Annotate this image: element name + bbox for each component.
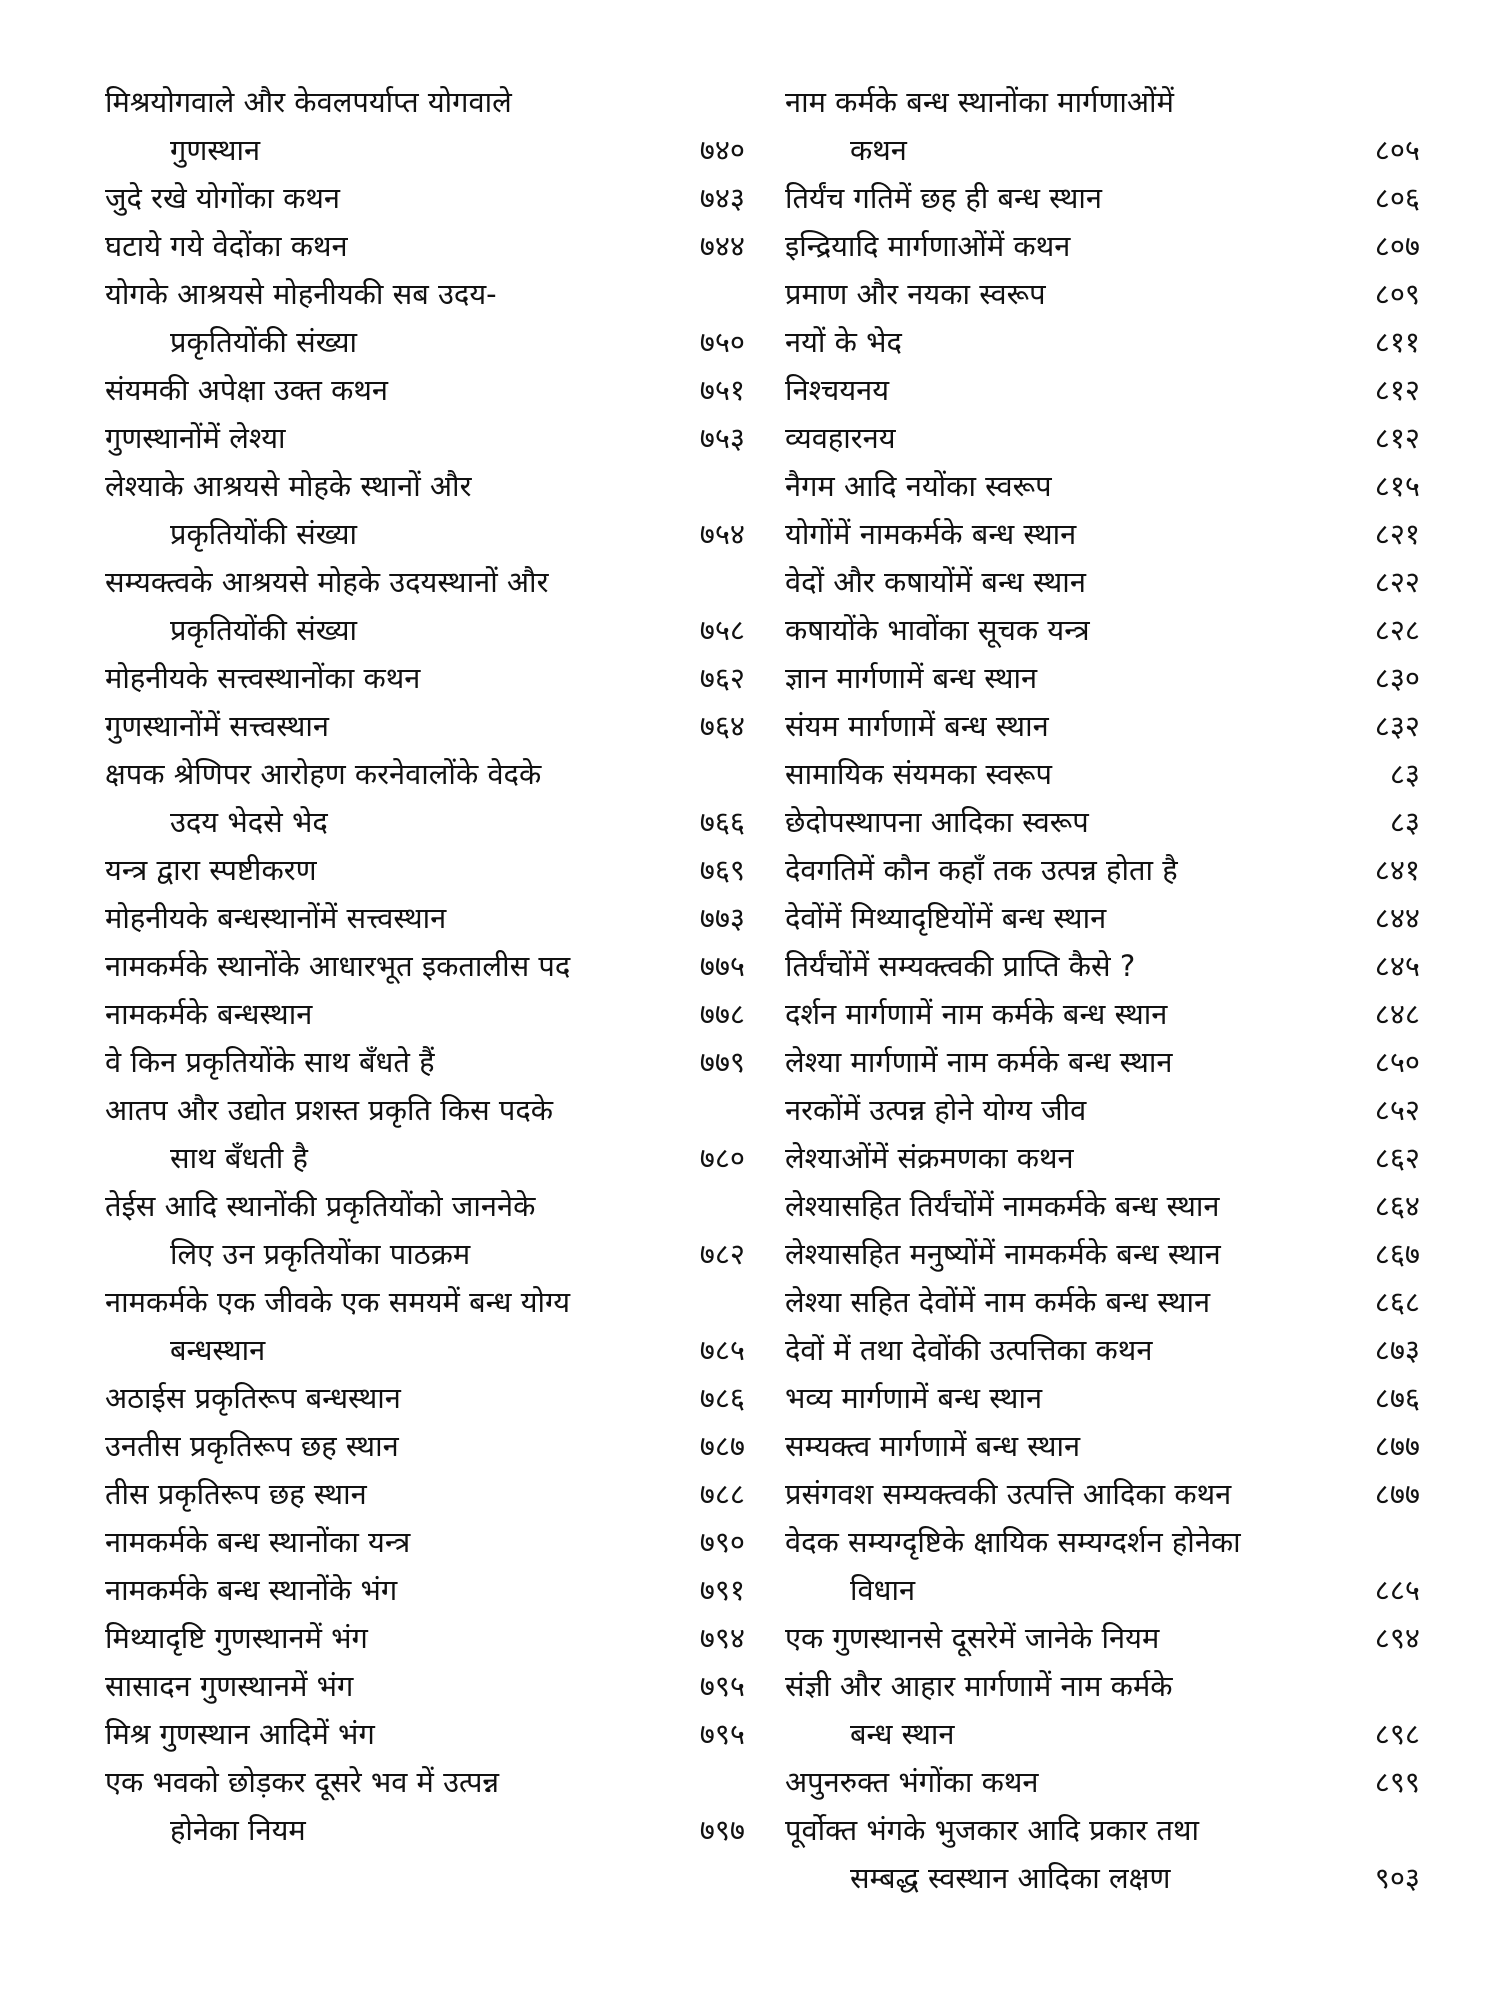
entry-title-continuation: गुणस्थान xyxy=(170,133,261,167)
entry-page-number: ८६७ xyxy=(1374,1237,1420,1271)
entry-page-number: ८०७ xyxy=(1374,229,1420,263)
contents-entry xyxy=(105,750,745,846)
contents-entry xyxy=(105,1614,745,1662)
contents-entry xyxy=(105,942,745,990)
contents-entry xyxy=(785,462,1420,510)
entry-page-number: ७४३ xyxy=(699,181,745,215)
entry-title xyxy=(105,1710,675,1758)
entry-title xyxy=(105,942,675,990)
entry-title xyxy=(785,750,1350,798)
contents-entry xyxy=(785,222,1420,270)
entry-title-line: छेदोपस्थापना आदिका स्वरूप xyxy=(785,805,1089,839)
contents-entry xyxy=(785,606,1420,654)
entry-page-number: ७५४ xyxy=(699,517,745,551)
entry-title xyxy=(785,1086,1350,1134)
entry-page-number: ८१५ xyxy=(1374,469,1420,503)
entry-page-number: ८४४ xyxy=(1374,901,1420,935)
entry-title-line: नैगम आदि नयोंका स्वरूप xyxy=(785,469,1052,503)
entry-page-number: ७५१ xyxy=(699,373,745,407)
entry-title xyxy=(785,318,1350,366)
entry-title-line: लेश्यासहित तिर्यंचोंमें नामकर्मके बन्ध स्थान xyxy=(785,1189,1220,1223)
contents-entry xyxy=(785,1422,1420,1470)
entry-title-line: लेश्यासहित मनुष्योंमें नामकर्मके बन्ध स्थान xyxy=(785,1237,1221,1271)
entry-title xyxy=(785,78,1350,174)
entry-title xyxy=(785,1278,1350,1326)
entry-title-line: प्रमाण और नयका स्वरूप xyxy=(785,277,1046,311)
entry-page-number: ८२८ xyxy=(1374,613,1420,647)
entry-page-number: ७९४ xyxy=(699,1621,745,1655)
entry-title xyxy=(785,1374,1350,1422)
entry-title-line: आतप और उद्योत प्रशस्त प्रकृति किस पदके xyxy=(105,1093,554,1127)
entry-page-number: ८११ xyxy=(1374,325,1420,359)
entry-title-continuation: प्रकृतियोंकी संख्या xyxy=(170,517,358,551)
entry-title xyxy=(105,1662,675,1710)
entry-title xyxy=(785,510,1350,558)
contents-entry xyxy=(105,1374,745,1422)
contents-entry xyxy=(785,1038,1420,1086)
entry-page-number: ८९८ xyxy=(1374,1717,1420,1751)
entry-page-number: ७९१ xyxy=(699,1573,745,1607)
entry-title-continuation: प्रकृतियोंकी संख्या xyxy=(170,325,358,359)
contents-entry xyxy=(785,1614,1420,1662)
contents-entry xyxy=(785,414,1420,462)
entry-title-continuation: सम्बद्ध स्वस्थान आदिका लक्षण xyxy=(850,1861,1171,1895)
contents-entry xyxy=(105,846,745,894)
contents-entry xyxy=(785,1806,1420,1902)
entry-title-line: नामकर्मके बन्धस्थान xyxy=(105,997,313,1031)
contents-column-right xyxy=(785,78,1420,1902)
contents-entry xyxy=(105,1182,745,1278)
entry-page-number: ७८७ xyxy=(699,1429,745,1463)
contents-entry xyxy=(785,1662,1420,1758)
entry-title-line: उनतीस प्रकृतिरूप छह स्थान xyxy=(105,1429,399,1463)
contents-entry xyxy=(785,78,1420,174)
entry-title xyxy=(105,990,675,1038)
entry-title-line: गुणस्थानोंमें लेश्या xyxy=(105,421,286,455)
contents-entry xyxy=(105,558,745,654)
entry-title-line: लेश्या मार्गणामें नाम कर्मके बन्ध स्थान xyxy=(785,1045,1173,1079)
contents-entry xyxy=(785,942,1420,990)
entry-title-continuation: उदय भेदसे भेद xyxy=(170,805,328,839)
entry-page-number: ८३० xyxy=(1374,661,1420,695)
entry-title xyxy=(785,846,1350,894)
entry-title-line: देवगतिमें कौन कहाँ तक उत्पन्न होता है xyxy=(785,853,1178,887)
contents-entry xyxy=(105,702,745,750)
contents-entry xyxy=(785,1230,1420,1278)
entry-title xyxy=(105,1566,675,1614)
entry-page-number: ७६६ xyxy=(699,805,745,839)
entry-title-line: लेश्या सहित देवोंमें नाम कर्मके बन्ध स्थान xyxy=(785,1285,1211,1319)
entry-page-number: ७४० xyxy=(699,133,745,167)
entry-title-line: वे किन प्रकृतियोंके साथ बँधते हैं xyxy=(105,1045,435,1079)
entry-page-number: ८७७ xyxy=(1374,1477,1420,1511)
entry-title xyxy=(785,1518,1350,1614)
contents-entry xyxy=(785,846,1420,894)
entry-title-line: क्षपक श्रेणिपर आरोहण करनेवालोंके वेदके xyxy=(105,757,542,791)
entry-page-number: ७८५ xyxy=(699,1333,745,1367)
entry-page-number: ८१२ xyxy=(1374,421,1420,455)
contents-entry xyxy=(785,174,1420,222)
entry-title xyxy=(785,798,1350,846)
entry-page-number: ८४१ xyxy=(1374,853,1420,887)
entry-title xyxy=(785,1038,1350,1086)
contents-entry xyxy=(105,654,745,702)
entry-title-line: वेदक सम्यग्दृष्टिके क्षायिक सम्यग्दर्शन होनेका xyxy=(785,1525,1241,1559)
entry-page-number: ८५२ xyxy=(1374,1093,1420,1127)
entry-title-line: लेश्याओंमें संक्रमणका कथन xyxy=(785,1141,1074,1175)
entry-page-number: ८६२ xyxy=(1374,1141,1420,1175)
entry-page-number: ८०५ xyxy=(1374,133,1420,167)
entry-page-number: ७८६ xyxy=(699,1381,745,1415)
entry-title xyxy=(105,1518,675,1566)
entry-title xyxy=(785,414,1350,462)
entry-title xyxy=(785,1614,1350,1662)
entry-title xyxy=(105,654,675,702)
contents-entry xyxy=(105,1758,745,1854)
entry-title-line: कषायोंके भावोंका सूचक यन्त्र xyxy=(785,613,1090,647)
entry-title-line: घटाये गये वेदोंका कथन xyxy=(105,229,348,263)
entry-title xyxy=(785,1422,1350,1470)
contents-entry xyxy=(105,1566,745,1614)
entry-page-number: ७६९ xyxy=(699,853,745,887)
entry-title xyxy=(785,270,1350,318)
contents-entry xyxy=(105,1710,745,1758)
contents-entry xyxy=(105,174,745,222)
entry-title xyxy=(785,558,1350,606)
entry-title xyxy=(105,366,675,414)
entry-page-number: ७६२ xyxy=(699,661,745,695)
contents-entry xyxy=(785,1470,1420,1518)
entry-title xyxy=(105,1182,675,1278)
entry-title-line: सामायिक संयमका स्वरूप xyxy=(785,757,1052,791)
entry-title-line: मोहनीयके बन्धस्थानोंमें सत्त्वस्थान xyxy=(105,901,447,935)
contents-entry xyxy=(785,366,1420,414)
entry-page-number: ८३ xyxy=(1389,805,1420,839)
contents-entry xyxy=(105,222,745,270)
entry-page-number: ८९४ xyxy=(1374,1621,1420,1655)
contents-entry xyxy=(785,798,1420,846)
entry-title-line: मिश्र गुणस्थान आदिमें भंग xyxy=(105,1717,375,1751)
entry-page-number: ८६८ xyxy=(1374,1285,1420,1319)
entry-page-number: ८१२ xyxy=(1374,373,1420,407)
entry-page-number: ८७६ xyxy=(1374,1381,1420,1415)
entry-title xyxy=(105,846,675,894)
entry-title-continuation: होनेका नियम xyxy=(170,1813,306,1847)
entry-title xyxy=(105,222,675,270)
entry-title-continuation: लिए उन प्रकृतियोंका पाठक्रम xyxy=(170,1237,471,1271)
entry-title xyxy=(105,1614,675,1662)
entry-title-line: अपुनरुक्त भंगोंका कथन xyxy=(785,1765,1039,1799)
contents-entry xyxy=(105,1278,745,1374)
entry-page-number: ८४८ xyxy=(1374,997,1420,1031)
entry-page-number: ७७९ xyxy=(699,1045,745,1079)
entry-page-number: ७८० xyxy=(699,1141,745,1175)
entry-page-number: ७९७ xyxy=(699,1813,745,1847)
contents-entry xyxy=(785,894,1420,942)
entry-page-number: ८२१ xyxy=(1374,517,1420,551)
entry-title-line: नयों के भेद xyxy=(785,325,902,359)
entry-title xyxy=(105,894,675,942)
entry-title xyxy=(785,1806,1350,1902)
entry-page-number: ७४४ xyxy=(699,229,745,263)
entry-title-line: निश्चयनय xyxy=(785,373,890,407)
entry-title-continuation: साथ बँधती है xyxy=(170,1141,308,1175)
contents-entry xyxy=(785,1758,1420,1806)
entry-title xyxy=(105,78,675,174)
contents-entry xyxy=(105,462,745,558)
entry-title-line: मोहनीयके सत्त्वस्थानोंका कथन xyxy=(105,661,421,695)
entry-title xyxy=(105,462,675,558)
contents-entry xyxy=(785,1374,1420,1422)
entry-title xyxy=(785,222,1350,270)
entry-page-number: ७९५ xyxy=(699,1717,745,1751)
entry-page-number: ७७५ xyxy=(699,949,745,983)
entry-title-line: नामकर्मके बन्ध स्थानोंका यन्त्र xyxy=(105,1525,411,1559)
entry-page-number: ८३२ xyxy=(1374,709,1420,743)
contents-entry xyxy=(785,654,1420,702)
entry-title-line: देवों में तथा देवोंकी उत्पत्तिका कथन xyxy=(785,1333,1153,1367)
entry-title-line: नरकोंमें उत्पन्न होने योग्य जीव xyxy=(785,1093,1087,1127)
entry-page-number: ७५३ xyxy=(699,421,745,455)
entry-title xyxy=(785,462,1350,510)
entry-title-line: इन्द्रियादि मार्गणाओंमें कथन xyxy=(785,229,1071,263)
entry-title-line: पूर्वोक्त भंगके भुजकार आदि प्रकार तथा xyxy=(785,1813,1200,1847)
entry-title xyxy=(105,1758,675,1854)
entry-title xyxy=(105,270,675,366)
entry-title xyxy=(785,702,1350,750)
entry-title-line: मिश्रयोगवाले और केवलपर्याप्त योगवाले xyxy=(105,85,512,119)
entry-page-number: ८४५ xyxy=(1374,949,1420,983)
entry-title xyxy=(105,1422,675,1470)
entry-title-line: लेश्याके आश्रयसे मोहके स्थानों और xyxy=(105,469,472,503)
contents-entry xyxy=(785,1134,1420,1182)
entry-title xyxy=(785,1230,1350,1278)
contents-entry xyxy=(785,1278,1420,1326)
entry-title xyxy=(105,1038,675,1086)
contents-entry xyxy=(785,1518,1420,1614)
contents-entry xyxy=(785,750,1420,798)
entry-title-line: संज्ञी और आहार मार्गणामें नाम कर्मके xyxy=(785,1669,1173,1703)
entry-title-line: एक भवको छोड़कर दूसरे भव में उत्पन्न xyxy=(105,1765,499,1799)
entry-page-number: ७७८ xyxy=(699,997,745,1031)
entry-title-line: एक गुणस्थानसे दूसरेमें जानेके नियम xyxy=(785,1621,1160,1655)
entry-page-number: ९०३ xyxy=(1374,1861,1420,1895)
entry-title-line: तिर्यंच गतिमें छह ही बन्ध स्थान xyxy=(785,181,1102,215)
contents-entry xyxy=(105,414,745,462)
contents-entry xyxy=(785,318,1420,366)
entry-page-number: ८०९ xyxy=(1374,277,1420,311)
entry-page-number: ८८५ xyxy=(1374,1573,1420,1607)
contents-entry xyxy=(105,366,745,414)
entry-page-number: ७९५ xyxy=(699,1669,745,1703)
entry-title-line: व्यवहारनय xyxy=(785,421,896,455)
entry-title-continuation: विधान xyxy=(850,1573,916,1607)
contents-entry xyxy=(785,990,1420,1038)
entry-title xyxy=(785,1662,1350,1758)
entry-page-number: ८६४ xyxy=(1374,1189,1420,1223)
entry-page-number: ७७३ xyxy=(699,901,745,935)
entry-title-line: देवोंमें मिथ्यादृष्टियोंमें बन्ध स्थान xyxy=(785,901,1107,935)
entry-title xyxy=(105,1086,675,1182)
entry-title xyxy=(785,366,1350,414)
entry-title xyxy=(105,558,675,654)
entry-title-line: भव्य मार्गणामें बन्ध स्थान xyxy=(785,1381,1043,1415)
entry-title xyxy=(785,174,1350,222)
entry-title-continuation: बन्ध स्थान xyxy=(850,1717,955,1751)
entry-title xyxy=(105,1374,675,1422)
entry-page-number: ८३ xyxy=(1389,757,1420,791)
entry-title-line: सम्यक्त्वके आश्रयसे मोहके उदयस्थानों और xyxy=(105,565,549,599)
entry-title-line: दर्शन मार्गणामें नाम कर्मके बन्ध स्थान xyxy=(785,997,1168,1031)
entry-title xyxy=(785,1134,1350,1182)
entry-title-line: योगके आश्रयसे मोहनीयकी सब उदय- xyxy=(105,277,497,311)
entry-title-line: योगोंमें नामकर्मके बन्ध स्थान xyxy=(785,517,1077,551)
entry-title xyxy=(785,1182,1350,1230)
entry-title xyxy=(105,750,675,846)
entry-page-number: ८२२ xyxy=(1374,565,1420,599)
entry-title-line: सम्यक्त्व मार्गणामें बन्ध स्थान xyxy=(785,1429,1081,1463)
entry-page-number: ७५० xyxy=(699,325,745,359)
entry-title-line: तिर्यंचोंमें सम्यक्त्वकी प्राप्ति कैसे ? xyxy=(785,949,1136,983)
entry-title xyxy=(785,990,1350,1038)
entry-title-line: मिथ्यादृष्टि गुणस्थानमें भंग xyxy=(105,1621,368,1655)
contents-entry xyxy=(785,270,1420,318)
entry-title-line: नामकर्मके बन्ध स्थानोंके भंग xyxy=(105,1573,398,1607)
entry-title-line: गुणस्थानोंमें सत्त्वस्थान xyxy=(105,709,329,743)
entry-page-number: ८०६ xyxy=(1374,181,1420,215)
entry-page-number: ७८८ xyxy=(699,1477,745,1511)
entry-page-number: ७६४ xyxy=(699,709,745,743)
contents-entry xyxy=(785,1326,1420,1374)
entry-title xyxy=(785,606,1350,654)
contents-entry xyxy=(785,1182,1420,1230)
entry-title xyxy=(785,1470,1350,1518)
entry-title-line: संयमकी अपेक्षा उक्त कथन xyxy=(105,373,389,407)
contents-column-left xyxy=(105,78,745,1854)
entry-title xyxy=(785,942,1350,990)
entry-title-line: संयम मार्गणामें बन्ध स्थान xyxy=(785,709,1049,743)
entry-title-line: सासादन गुणस्थानमें भंग xyxy=(105,1669,354,1703)
entry-title xyxy=(105,1278,675,1374)
entry-title-line: नामकर्मके एक जीवके एक समयमें बन्ध योग्य xyxy=(105,1285,571,1319)
contents-entry xyxy=(105,78,745,174)
contents-entry xyxy=(105,1662,745,1710)
entry-page-number: ७५८ xyxy=(699,613,745,647)
entry-title xyxy=(785,894,1350,942)
contents-entry xyxy=(105,990,745,1038)
entry-page-number: ७८२ xyxy=(699,1237,745,1271)
entry-title-line: तेईस आदि स्थानोंकी प्रकृतियोंको जाननेके xyxy=(105,1189,536,1223)
contents-entry xyxy=(105,894,745,942)
entry-title xyxy=(105,414,675,462)
contents-entry xyxy=(105,1470,745,1518)
entry-title-line: अठाईस प्रकृतिरूप बन्धस्थान xyxy=(105,1381,401,1415)
entry-title xyxy=(785,1758,1350,1806)
contents-entry xyxy=(785,510,1420,558)
entry-title-continuation: बन्धस्थान xyxy=(170,1333,266,1367)
contents-entry xyxy=(105,1086,745,1182)
contents-entry xyxy=(105,1038,745,1086)
entry-title-continuation: कथन xyxy=(850,133,907,167)
entry-title-line: नाम कर्मके बन्ध स्थानोंका मार्गणाओंमें xyxy=(785,85,1174,119)
entry-page-number: ८७७ xyxy=(1374,1429,1420,1463)
entry-title xyxy=(105,702,675,750)
entry-title-line: वेदों और कषायोंमें बन्ध स्थान xyxy=(785,565,1086,599)
contents-entry xyxy=(105,270,745,366)
entry-title xyxy=(785,1326,1350,1374)
contents-entry xyxy=(105,1422,745,1470)
entry-title-line: ज्ञान मार्गणामें बन्ध स्थान xyxy=(785,661,1038,695)
contents-entry xyxy=(785,702,1420,750)
entry-page-number: ८७३ xyxy=(1374,1333,1420,1367)
entry-page-number: ७९० xyxy=(699,1525,745,1559)
entry-page-number: ८९९ xyxy=(1374,1765,1420,1799)
entry-title-line: तीस प्रकृतिरूप छह स्थान xyxy=(105,1477,367,1511)
entry-title-line: नामकर्मके स्थानोंके आधारभूत इकतालीस पद xyxy=(105,949,571,983)
entry-title xyxy=(105,174,675,222)
entry-title-continuation: प्रकृतियोंकी संख्या xyxy=(170,613,358,647)
contents-entry xyxy=(785,558,1420,606)
entry-title-line: यन्त्र द्वारा स्पष्टीकरण xyxy=(105,853,317,887)
entry-title xyxy=(105,1470,675,1518)
entry-title xyxy=(785,654,1350,702)
contents-entry xyxy=(785,1086,1420,1134)
entry-title-line: जुदे रखे योगोंका कथन xyxy=(105,181,341,215)
contents-entry xyxy=(105,1518,745,1566)
entry-page-number: ८५० xyxy=(1374,1045,1420,1079)
entry-title-line: प्रसंगवश सम्यक्त्वकी उत्पत्ति आदिका कथन xyxy=(785,1477,1232,1511)
